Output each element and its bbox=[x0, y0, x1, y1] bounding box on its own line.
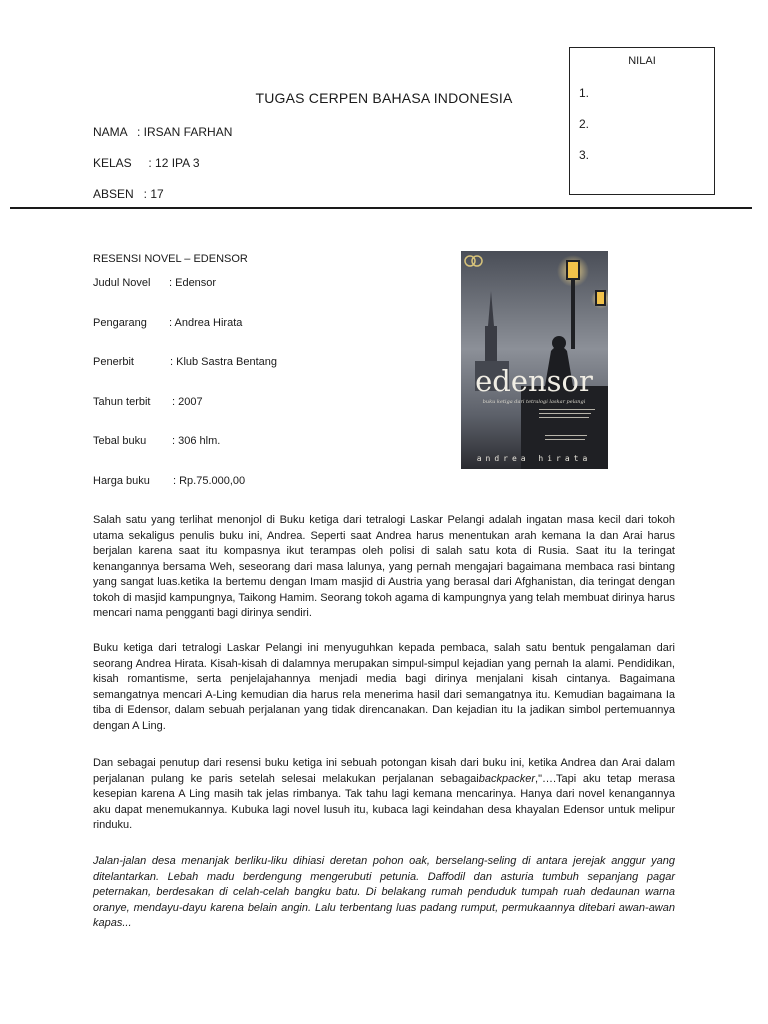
student-number: ABSEN : 17 bbox=[93, 187, 164, 201]
field-judul bbox=[93, 277, 216, 289]
paragraph-3-text-end: ,"….Tapi aku tetap merasa kesepian karena A Ling masih tak jelas rimbanya. Tak tahu lagi kemana mencarinya. Hanya dari novel kenangannya aku dapat menemukannya. Kubuka lagi novel lusuh itu, kubaca lagi keindahan desa khayalan Edensor untuk melipur rinduku. bbox=[93, 772, 675, 831]
grade-box-title: NILAI bbox=[628, 55, 656, 67]
cover-title: edensor bbox=[475, 364, 593, 398]
student-class: KELAS : 12 IPA 3 bbox=[93, 156, 200, 170]
field-label: Penerbit bbox=[93, 356, 134, 368]
field-value: : Andrea Hirata bbox=[169, 317, 243, 329]
field-harga bbox=[93, 475, 245, 487]
cover-subtitle: buku ketiga dari tetralogi laskar pelangi bbox=[482, 399, 586, 405]
grade-item-2: 2. bbox=[579, 117, 590, 131]
paragraph-3 bbox=[93, 756, 675, 834]
cover-author: andrea hirata bbox=[476, 454, 592, 463]
paragraph-2: Buku ketiga dari tetralogi Laskar Pelangi ini menyuguhkan kepada pembaca, salah satu bentuk pengalaman dari seorang Andrea Hirata. Kisah-kisah di dalamnya merupakan simpul-simpul kejadian yang pernah Ia alami. Pendidikan, kisah romantisme, serta penjelajahannya menjadi media bagi dirinya menjalani kisah cintanya. Bagaimana semangatnya mencari A-Ling kemudian dia harus rela menerima hasil dari semangatnya itu. Kemudian bagaimana Ia tiba di Edensor, dalam sebuah perjalanan yang tidak direncanakan. Dan kejadian itu Ia jadikan simbol pertemuannya dengan A Ling. bbox=[93, 642, 675, 732]
review-title: RESENSI NOVEL – EDENSOR bbox=[93, 253, 248, 265]
field-value: : 2007 bbox=[172, 396, 203, 408]
paragraph-1: Salah satu yang terlihat menonjol di Buku ketiga dari tetralogi Laskar Pelangi adalah ingatan masa kecil dari tokoh utama sekaligus penulis buku ini, Andrea. Seperti saat Andrea harus menentukan arah kemana Ia dan Arai harus berjalan karena saat itu kompasnya ikut terampas oleh polisi di salah satu kota di Rusia. Saat itu Ia teringat kenangannya bersama Weh, seseorang dari masa lalunya, yang pernah mengajari bagaimana membaca rasi bintang yang sangat luas.ketika Ia bertemu dengan Imam masjid di Austria yang berasal dari Afghanistan, dia teringat dengan tokoh di masjid kampungnya, Taikong Hamim. Seorang tokoh agama di kampungnya yang telah membuat dirinya harus mencari nama pengganti bagi dirinya sendiri. bbox=[93, 514, 675, 619]
paragraph-3-italic: backpacker bbox=[478, 772, 536, 785]
book-cover-image bbox=[461, 251, 608, 469]
field-tebal bbox=[93, 435, 220, 447]
field-value: : Edensor bbox=[169, 277, 217, 289]
field-label: Judul Novel bbox=[93, 277, 151, 289]
field-label: Harga buku bbox=[93, 475, 150, 487]
field-value: : Rp.75.000,00 bbox=[173, 475, 246, 487]
field-pengarang bbox=[93, 317, 242, 329]
student-name: NAMA : IRSAN FARHAN bbox=[93, 125, 233, 139]
field-penerbit bbox=[93, 356, 277, 368]
field-value: : Klub Sastra Bentang bbox=[170, 356, 278, 368]
field-label: Pengarang bbox=[93, 317, 147, 329]
field-label: Tahun terbit bbox=[93, 396, 151, 408]
grade-item-3: 3. bbox=[579, 148, 590, 162]
grade-item-1: 1. bbox=[579, 86, 590, 100]
document-title: TUGAS CERPEN BAHASA INDONESIA bbox=[255, 90, 513, 106]
field-tahun bbox=[93, 396, 203, 408]
paragraph-3-text: Dan sebagai penutup dari resensi buku ketiga ini sebuah potongan kisah dari buku ini, ketika Andrea dan Arai dalam perjalanan pulang ke paris setelah selesai melakukan perjalanan sebagai bbox=[93, 757, 675, 785]
field-label: Tebal buku bbox=[93, 435, 147, 447]
paragraph-4-quote: Jalan-jalan desa menanjak berliku-liku dihiasi deretan pohon oak, berselang-seling di antara jerejak anggur yang ditelantarkan. Lebah madu berdengung mengerubuti petunia. Daffodil dan asturia tumbuh sepanjang pagar peternakan, berdesakan di celah-celah bangku batu. Di belakang rumah penduduk tumpah ruah dedaunan warna oranye, mendayu-dayu karena belain angin. Lalu terbentang luas padang rumput, permukaannya ditebari awan-awan kapas... bbox=[93, 855, 675, 929]
grade-box bbox=[569, 47, 715, 195]
header-divider bbox=[10, 207, 752, 209]
field-value: : 306 hlm. bbox=[172, 435, 221, 447]
